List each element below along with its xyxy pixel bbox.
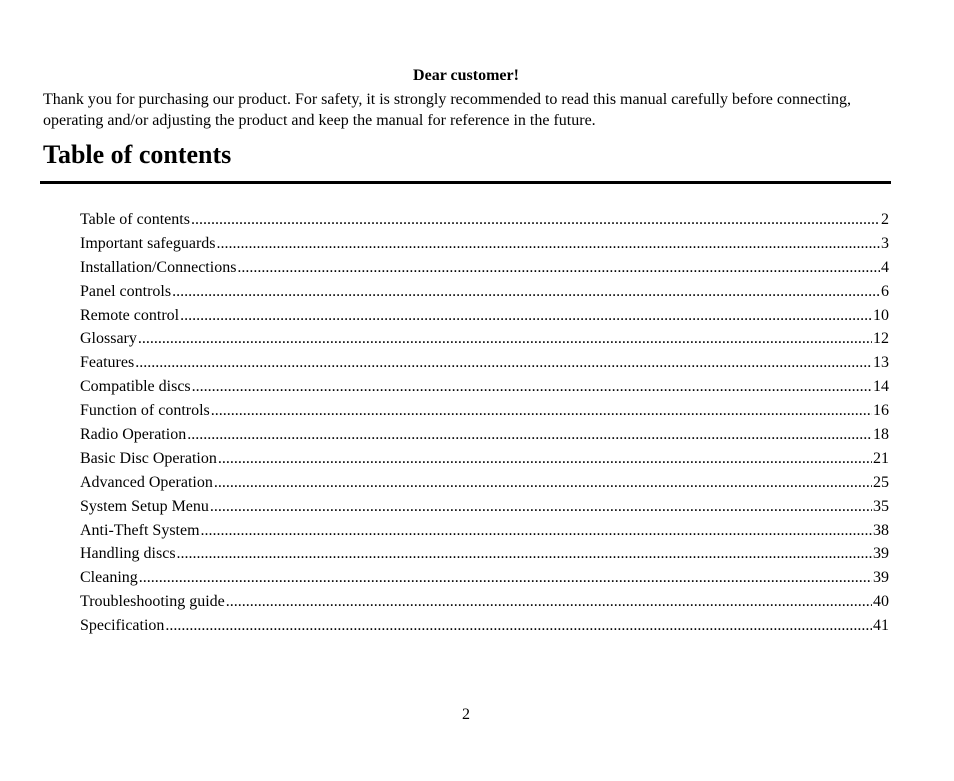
toc-dot-leader <box>217 232 880 256</box>
toc-entry[interactable] <box>80 304 889 328</box>
toc-entry-page: 2 <box>881 211 889 228</box>
toc-entry[interactable] <box>80 351 889 375</box>
toc-entry-title: Remote control <box>80 306 180 324</box>
toc-entry-page: 3 <box>881 234 889 252</box>
toc-entry-title: Table of contents <box>80 211 190 228</box>
toc-entry-page: 25 <box>873 473 889 491</box>
toc-dot-leader <box>165 614 872 638</box>
toc-entry[interactable] <box>80 327 889 351</box>
toc-entry-title: System Setup Menu <box>80 497 209 515</box>
toc-entry[interactable] <box>80 232 889 256</box>
toc-entry-title: Specification <box>80 617 165 635</box>
toc-entry[interactable] <box>80 208 889 232</box>
toc-entry-page: 13 <box>873 354 889 372</box>
toc-entry-title: Advanced Operation <box>80 473 213 491</box>
toc-entry-page: 16 <box>873 402 889 420</box>
toc-entry-page: 39 <box>873 545 889 563</box>
toc-dot-leader <box>138 327 872 351</box>
toc-dot-leader <box>135 351 872 375</box>
toc-entry-title: Panel controls <box>80 282 172 300</box>
toc-entry[interactable] <box>80 399 889 423</box>
toc-entry-page: 6 <box>881 282 889 300</box>
toc-entry[interactable] <box>80 471 889 495</box>
toc-dot-leader <box>192 375 872 399</box>
toc-entry-title: Glossary <box>80 330 137 348</box>
toc-entry-title: Features <box>80 354 135 372</box>
toc-entry-page: 21 <box>873 449 889 467</box>
toc-entry-page: 10 <box>873 306 889 324</box>
toc-entry-title: Important safeguards <box>80 234 216 252</box>
toc-dot-leader <box>191 208 880 232</box>
toc-dot-leader <box>226 590 872 614</box>
toc-entry-title: Troubleshooting guide <box>80 593 225 611</box>
toc-entry[interactable] <box>80 614 889 638</box>
page-number: 2 <box>462 706 470 723</box>
toc-entry-title: Compatible discs <box>80 378 191 396</box>
toc-entry-page: 38 <box>873 521 889 539</box>
toc-entry-title: Radio Operation <box>80 426 187 444</box>
toc-dot-leader <box>218 447 872 471</box>
toc-entry-page: 40 <box>873 593 889 611</box>
toc-list <box>80 208 889 638</box>
toc-entry[interactable] <box>80 590 889 614</box>
toc-entry-page: 14 <box>873 378 889 396</box>
toc-entry-page: 12 <box>873 330 889 348</box>
toc-dot-leader <box>177 542 872 566</box>
toc-entry-title: Function of controls <box>80 402 210 420</box>
toc-entry-title: Cleaning <box>80 569 138 587</box>
toc-dot-leader <box>180 304 872 328</box>
toc-entry[interactable] <box>80 519 889 543</box>
toc-entry[interactable] <box>80 280 889 304</box>
toc-dot-leader <box>214 471 872 495</box>
toc-entry[interactable] <box>80 566 889 590</box>
toc-entry-title: Basic Disc Operation <box>80 449 217 467</box>
toc-heading: Table of contents <box>43 140 232 169</box>
toc-entry-page: 18 <box>873 426 889 444</box>
toc-dot-leader <box>237 256 880 280</box>
toc-entry-page: 39 <box>873 569 889 587</box>
toc-entry-page: 41 <box>873 617 889 635</box>
toc-dot-leader <box>211 399 872 423</box>
toc-entry[interactable] <box>80 423 889 447</box>
toc-entry[interactable] <box>80 447 889 471</box>
toc-entry[interactable] <box>80 375 889 399</box>
intro-paragraph: Thank you for purchasing our product. For safety, it is strongly recommended to read this manual carefully before connecting, operating and/or adjusting the product and keep the manual for reference in the future. <box>43 91 852 129</box>
toc-entry[interactable] <box>80 495 889 519</box>
toc-entry-page: 35 <box>873 497 889 515</box>
toc-entry[interactable] <box>80 256 889 280</box>
toc-dot-leader <box>201 519 872 543</box>
toc-dot-leader <box>139 566 872 590</box>
toc-entry-page: 4 <box>881 258 889 276</box>
toc-dot-leader <box>187 423 872 447</box>
heading-divider <box>40 181 891 184</box>
toc-entry-title: Anti-Theft System <box>80 521 200 539</box>
toc-entry-title: Handling discs <box>80 545 176 563</box>
greeting-heading: Dear customer! <box>413 67 519 84</box>
toc-dot-leader <box>172 280 880 304</box>
toc-entry-title: Installation/Connections <box>80 258 237 276</box>
toc-entry[interactable] <box>80 542 889 566</box>
toc-dot-leader <box>210 495 872 519</box>
